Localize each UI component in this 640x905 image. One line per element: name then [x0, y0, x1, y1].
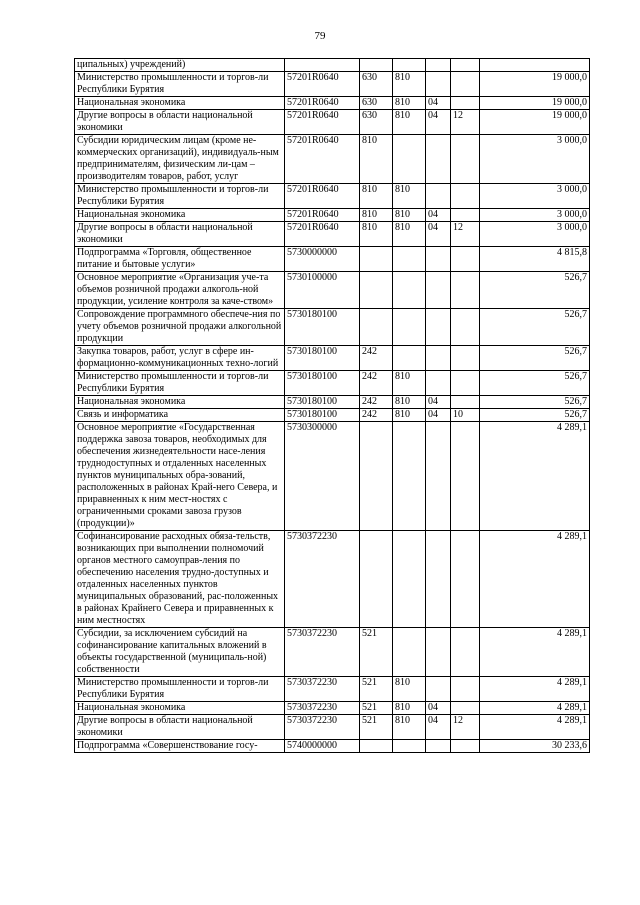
row-grbs-cell — [393, 135, 426, 184]
row-pr-cell — [451, 346, 480, 371]
row-sum-cell: 4 289,1 — [480, 628, 590, 677]
row-rz-cell — [426, 309, 451, 346]
row-name-cell: Национальная экономика — [75, 209, 285, 222]
table-row — [75, 371, 590, 396]
row-sum-cell: 30 233,6 — [480, 740, 590, 753]
row-rz-cell: 04 — [426, 209, 451, 222]
row-rz-cell — [426, 346, 451, 371]
budget-table — [74, 58, 590, 753]
row-vr-cell — [360, 422, 393, 531]
row-rz-cell — [426, 247, 451, 272]
row-code-cell: 5730372230 — [285, 531, 360, 628]
row-vr-cell — [360, 272, 393, 309]
row-rz-cell — [426, 135, 451, 184]
row-sum-cell: 19 000,0 — [480, 110, 590, 135]
row-grbs-cell — [393, 740, 426, 753]
row-grbs-cell: 810 — [393, 715, 426, 740]
row-grbs-cell: 810 — [393, 110, 426, 135]
table-row — [75, 184, 590, 209]
row-name-cell: Основное мероприятие «Государственная поддержка завоза товаров, необходимых для обеспечения жизнедеятельности насе-ления труднодоступных и отдаленных населенных пунктов муниципальных обра-зований, расположенных в районах Край-него Севера, и приравненных к ним мест-ностях с ограниченными сроками завоза грузов (продукции)» — [75, 422, 285, 531]
row-sum-cell — [480, 59, 590, 72]
row-vr-cell: 810 — [360, 209, 393, 222]
row-pr-cell — [451, 740, 480, 753]
row-sum-cell: 4 289,1 — [480, 677, 590, 702]
row-rz-cell: 04 — [426, 702, 451, 715]
row-vr-cell: 242 — [360, 346, 393, 371]
row-code-cell: 5730180100 — [285, 409, 360, 422]
row-code-cell: 5730180100 — [285, 346, 360, 371]
row-vr-cell — [360, 531, 393, 628]
row-name-cell: Субсидии, за исключением субсидий на софинансирование капитальных вложений в объекты государственной (муниципаль-ной) собственности — [75, 628, 285, 677]
row-grbs-cell — [393, 272, 426, 309]
row-sum-cell: 4 289,1 — [480, 422, 590, 531]
row-vr-cell: 242 — [360, 371, 393, 396]
row-name-cell: Министерство промышленности и торгов-ли Республики Бурятия — [75, 371, 285, 396]
row-rz-cell: 04 — [426, 110, 451, 135]
row-pr-cell — [451, 209, 480, 222]
row-grbs-cell: 810 — [393, 396, 426, 409]
table-row — [75, 135, 590, 184]
row-sum-cell: 526,7 — [480, 272, 590, 309]
row-rz-cell: 04 — [426, 409, 451, 422]
row-rz-cell: 04 — [426, 396, 451, 409]
row-code-cell: 5730100000 — [285, 272, 360, 309]
row-name-cell: Подпрограмма «Совершенствование госу- — [75, 740, 285, 753]
row-vr-cell: 242 — [360, 396, 393, 409]
row-vr-cell: 521 — [360, 715, 393, 740]
table-row — [75, 346, 590, 371]
row-sum-cell: 526,7 — [480, 309, 590, 346]
row-vr-cell: 810 — [360, 222, 393, 247]
row-code-cell: 57201R0640 — [285, 222, 360, 247]
table-row — [75, 272, 590, 309]
row-pr-cell — [451, 272, 480, 309]
table-row — [75, 409, 590, 422]
row-sum-cell: 3 000,0 — [480, 209, 590, 222]
row-grbs-cell: 810 — [393, 184, 426, 209]
row-rz-cell — [426, 371, 451, 396]
row-sum-cell: 4 289,1 — [480, 715, 590, 740]
row-pr-cell: 10 — [451, 409, 480, 422]
row-name-cell: Министерство промышленности и торгов-ли Республики Бурятия — [75, 184, 285, 209]
row-rz-cell — [426, 184, 451, 209]
row-vr-cell — [360, 309, 393, 346]
table-row — [75, 715, 590, 740]
row-name-cell: Министерство промышленности и торгов-ли Республики Бурятия — [75, 677, 285, 702]
row-pr-cell — [451, 422, 480, 531]
row-sum-cell: 19 000,0 — [480, 97, 590, 110]
row-pr-cell — [451, 531, 480, 628]
row-grbs-cell — [393, 59, 426, 72]
table-row — [75, 97, 590, 110]
row-code-cell: 5730000000 — [285, 247, 360, 272]
row-pr-cell: 12 — [451, 110, 480, 135]
row-sum-cell: 526,7 — [480, 371, 590, 396]
row-code-cell: 5730180100 — [285, 396, 360, 409]
row-rz-cell: 04 — [426, 97, 451, 110]
row-code-cell: 5730372230 — [285, 677, 360, 702]
row-pr-cell: 12 — [451, 222, 480, 247]
row-sum-cell: 526,7 — [480, 346, 590, 371]
row-vr-cell: 810 — [360, 135, 393, 184]
row-grbs-cell: 810 — [393, 409, 426, 422]
row-grbs-cell: 810 — [393, 209, 426, 222]
table-row — [75, 702, 590, 715]
table-row — [75, 59, 590, 72]
row-name-cell: Национальная экономика — [75, 702, 285, 715]
row-pr-cell — [451, 72, 480, 97]
row-name-cell: Связь и информатика — [75, 409, 285, 422]
row-rz-cell — [426, 677, 451, 702]
row-rz-cell — [426, 740, 451, 753]
row-code-cell: 57201R0640 — [285, 209, 360, 222]
row-rz-cell — [426, 59, 451, 72]
row-code-cell: 57201R0640 — [285, 97, 360, 110]
row-grbs-cell: 810 — [393, 222, 426, 247]
row-code-cell: 57201R0640 — [285, 110, 360, 135]
row-name-cell: Софинансирование расходных обяза-тельств, возникающих при выполнении полномочий органов местного самоуправ-ления по обеспечению населения трудно-доступных и отдаленных населенных пунктов муниципальных образований, рас-положенных в районах Крайнего Севера и приравненных к ним местностях — [75, 531, 285, 628]
row-pr-cell — [451, 396, 480, 409]
row-grbs-cell — [393, 531, 426, 628]
table-row — [75, 222, 590, 247]
row-grbs-cell: 810 — [393, 677, 426, 702]
row-vr-cell: 521 — [360, 677, 393, 702]
row-pr-cell — [451, 371, 480, 396]
row-name-cell: Основное мероприятие «Организация уче-та объемов розничной продажи алкоголь-ной продукции, усиление контроля за каче-ством» — [75, 272, 285, 309]
row-code-cell: 5730300000 — [285, 422, 360, 531]
table-row — [75, 531, 590, 628]
row-pr-cell — [451, 135, 480, 184]
row-vr-cell — [360, 247, 393, 272]
row-rz-cell — [426, 272, 451, 309]
row-grbs-cell: 810 — [393, 97, 426, 110]
row-sum-cell: 526,7 — [480, 396, 590, 409]
row-name-cell: Национальная экономика — [75, 97, 285, 110]
page-number: 79 — [314, 30, 326, 42]
row-vr-cell: 630 — [360, 72, 393, 97]
row-name-cell: ципальных) учреждений) — [75, 59, 285, 72]
row-pr-cell — [451, 702, 480, 715]
row-vr-cell: 521 — [360, 628, 393, 677]
row-pr-cell — [451, 677, 480, 702]
row-code-cell: 5730372230 — [285, 715, 360, 740]
row-vr-cell — [360, 59, 393, 72]
table-row — [75, 309, 590, 346]
row-name-cell: Подпрограмма «Торговля, общественное питание и бытовые услуги» — [75, 247, 285, 272]
table-row — [75, 110, 590, 135]
table-row — [75, 422, 590, 531]
budget-table-body — [75, 59, 590, 753]
table-row — [75, 740, 590, 753]
row-pr-cell — [451, 97, 480, 110]
table-row — [75, 209, 590, 222]
row-code-cell: 5730372230 — [285, 628, 360, 677]
row-code-cell: 57201R0640 — [285, 72, 360, 97]
row-sum-cell: 3 000,0 — [480, 135, 590, 184]
row-grbs-cell — [393, 628, 426, 677]
row-code-cell: 5740000000 — [285, 740, 360, 753]
row-pr-cell — [451, 59, 480, 72]
row-name-cell: Сопровождение программного обеспече-ния по учету объемов розничной продажи алкогольной продукции — [75, 309, 285, 346]
row-name-cell: Субсидии юридическим лицам (кроме не-коммерческих организаций), индивидуаль-ным предпринимателям, физическим ли-цам – производителям товаров, работ, услуг — [75, 135, 285, 184]
row-grbs-cell: 810 — [393, 72, 426, 97]
row-rz-cell: 04 — [426, 715, 451, 740]
row-rz-cell — [426, 628, 451, 677]
row-rz-cell — [426, 72, 451, 97]
row-pr-cell — [451, 309, 480, 346]
table-row — [75, 396, 590, 409]
row-code-cell: 57201R0640 — [285, 184, 360, 209]
row-grbs-cell — [393, 309, 426, 346]
row-name-cell: Другие вопросы в области национальной экономики — [75, 110, 285, 135]
row-code-cell: 5730180100 — [285, 309, 360, 346]
row-code-cell: 5730372230 — [285, 702, 360, 715]
table-row — [75, 628, 590, 677]
row-rz-cell — [426, 422, 451, 531]
row-pr-cell — [451, 184, 480, 209]
row-sum-cell: 3 000,0 — [480, 184, 590, 209]
table-row — [75, 72, 590, 97]
row-code-cell — [285, 59, 360, 72]
row-grbs-cell — [393, 247, 426, 272]
row-vr-cell: 810 — [360, 184, 393, 209]
row-name-cell: Министерство промышленности и торгов-ли Республики Бурятия — [75, 72, 285, 97]
row-pr-cell: 12 — [451, 715, 480, 740]
row-name-cell: Национальная экономика — [75, 396, 285, 409]
row-grbs-cell — [393, 422, 426, 531]
row-vr-cell — [360, 740, 393, 753]
row-pr-cell — [451, 628, 480, 677]
table-row — [75, 677, 590, 702]
row-grbs-cell: 810 — [393, 702, 426, 715]
row-name-cell: Закупка товаров, работ, услуг в сфере ин-формационно-коммуникационных техно-логий — [75, 346, 285, 371]
row-sum-cell: 526,7 — [480, 409, 590, 422]
row-sum-cell: 4 289,1 — [480, 531, 590, 628]
row-sum-cell: 4 289,1 — [480, 702, 590, 715]
row-vr-cell: 630 — [360, 110, 393, 135]
row-pr-cell — [451, 247, 480, 272]
row-rz-cell — [426, 531, 451, 628]
row-name-cell: Другие вопросы в области национальной экономики — [75, 222, 285, 247]
row-name-cell: Другие вопросы в области национальной экономики — [75, 715, 285, 740]
row-code-cell: 5730180100 — [285, 371, 360, 396]
row-grbs-cell: 810 — [393, 371, 426, 396]
row-sum-cell: 3 000,0 — [480, 222, 590, 247]
row-sum-cell: 19 000,0 — [480, 72, 590, 97]
row-grbs-cell — [393, 346, 426, 371]
row-rz-cell: 04 — [426, 222, 451, 247]
row-vr-cell: 521 — [360, 702, 393, 715]
table-row — [75, 247, 590, 272]
row-vr-cell: 630 — [360, 97, 393, 110]
row-vr-cell: 242 — [360, 409, 393, 422]
row-code-cell: 57201R0640 — [285, 135, 360, 184]
row-sum-cell: 4 815,8 — [480, 247, 590, 272]
